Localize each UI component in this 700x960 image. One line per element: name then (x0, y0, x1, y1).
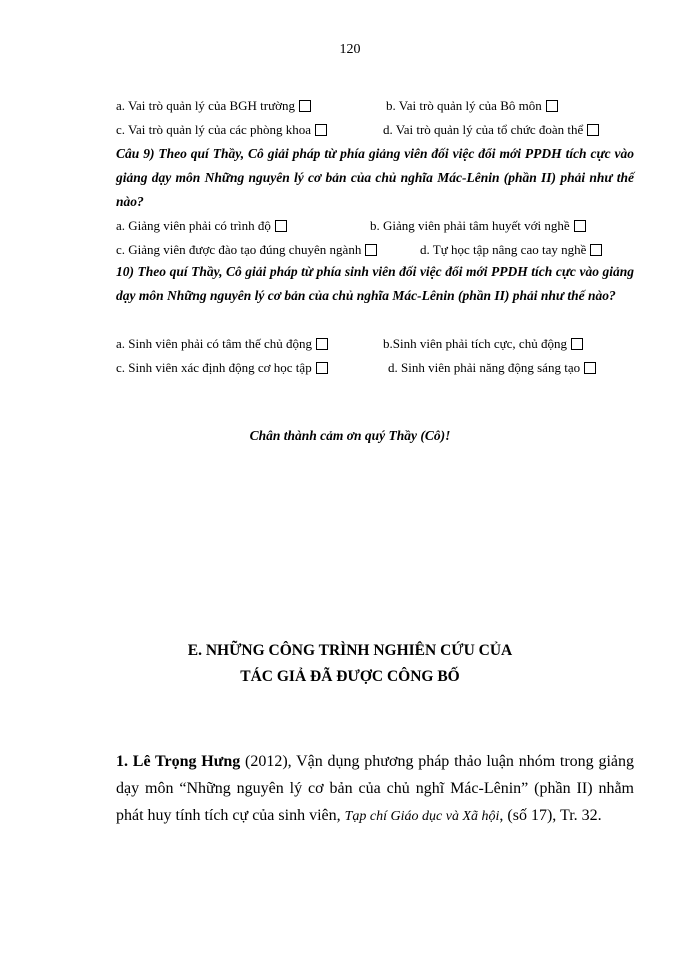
question-9-text: Câu 9) Theo quí Thầy, Cô giải pháp từ phía giảng viên đối việc đổi mới PPDH tích cực vào giảng dạy môn Những nguyên lý cơ bản của chủ nghĩa Mác-Lênin (phần II) phải như thế nào? (116, 146, 634, 209)
checkbox[interactable] (584, 362, 596, 374)
option-label: b.Sinh viên phải tích cực, chủ động (383, 336, 567, 351)
q10-option-c (116, 360, 328, 376)
reference-author: Lê Trọng Hưng (132, 753, 241, 770)
option-label: a. Sinh viên phải có tâm thế chủ động (116, 336, 313, 351)
page-number: 120 (339, 42, 361, 57)
q9-option-d (420, 242, 602, 258)
reference-issue-page: , (số 17), Tr. 32. (499, 807, 602, 824)
checkbox[interactable] (299, 100, 311, 112)
option-label: a. Vai trò quản lý của BGH trường (116, 98, 296, 113)
q10-option-b (383, 336, 583, 352)
q9-option-c (116, 242, 377, 258)
q8-option-c (116, 122, 327, 138)
checkbox[interactable] (587, 124, 599, 136)
reference-number: 1. (116, 753, 128, 770)
reference-separator: , (336, 807, 345, 824)
checkbox[interactable] (365, 244, 377, 256)
option-label: c. Giảng viên được đào tạo đúng chuyên ngành (116, 242, 362, 257)
option-label: d. Sinh viên phải năng động sáng tạo (388, 360, 581, 375)
checkbox[interactable] (315, 124, 327, 136)
q10-option-d (388, 360, 596, 376)
q8-option-b (386, 98, 558, 114)
option-label: b. Giảng viên phải tâm huyết với nghề (370, 218, 570, 233)
q10-option-a (116, 336, 328, 352)
thank-you-note: Chân thành cảm ơn quý Thầy (Cô)! (249, 428, 451, 443)
q8-option-d (383, 122, 599, 138)
option-label: a. Giảng viên phải có trình độ (116, 218, 271, 233)
question-10-text: 10) Theo quí Thầy, Cô giải pháp từ phía sinh viên đối việc đổi mới PPDH tích cực vào giảng dạy môn Những nguyên lý cơ bản của chủ nghĩa Mác-Lênin (phần II) phải như thế nào? (116, 264, 634, 303)
checkbox[interactable] (574, 220, 586, 232)
option-label: d. Tự học tập nâng cao tay nghề (420, 242, 587, 257)
option-label: b. Vai trò quản lý của Bô môn (386, 98, 542, 113)
q8-option-a (116, 98, 311, 114)
option-label: c. Vai trò quản lý của các phòng khoa (116, 122, 312, 137)
reference-title: (2012), Vận dụng phương pháp thảo luận nhóm trong giảng dạy môn “Những nguyên lý cơ bản của chủ nghĩ Mác-Lênin” (phần II) nhằm phát huy tính tích cự của sinh viên (116, 753, 634, 824)
checkbox[interactable] (590, 244, 602, 256)
section-heading-line-1: E. NHỮNG CÔNG TRÌNH NGHIÊN CỨU CỦA (187, 642, 513, 659)
q9-option-a (116, 218, 287, 234)
reference-journal: Tạp chí Giáo dục và Xã hội (344, 809, 500, 824)
checkbox[interactable] (571, 338, 583, 350)
option-label: d. Vai trò quản lý của tổ chức đoàn thể (383, 122, 584, 137)
checkbox[interactable] (316, 338, 328, 350)
option-label: c. Sinh viên xác định động cơ học tập (116, 360, 312, 375)
reference-item (116, 748, 634, 830)
checkbox[interactable] (546, 100, 558, 112)
q9-option-b (370, 218, 586, 234)
checkbox[interactable] (316, 362, 328, 374)
checkbox[interactable] (275, 220, 287, 232)
section-heading-line-2: TÁC GIẢ ĐÃ ĐƯỢC CÔNG BỐ (240, 668, 460, 685)
